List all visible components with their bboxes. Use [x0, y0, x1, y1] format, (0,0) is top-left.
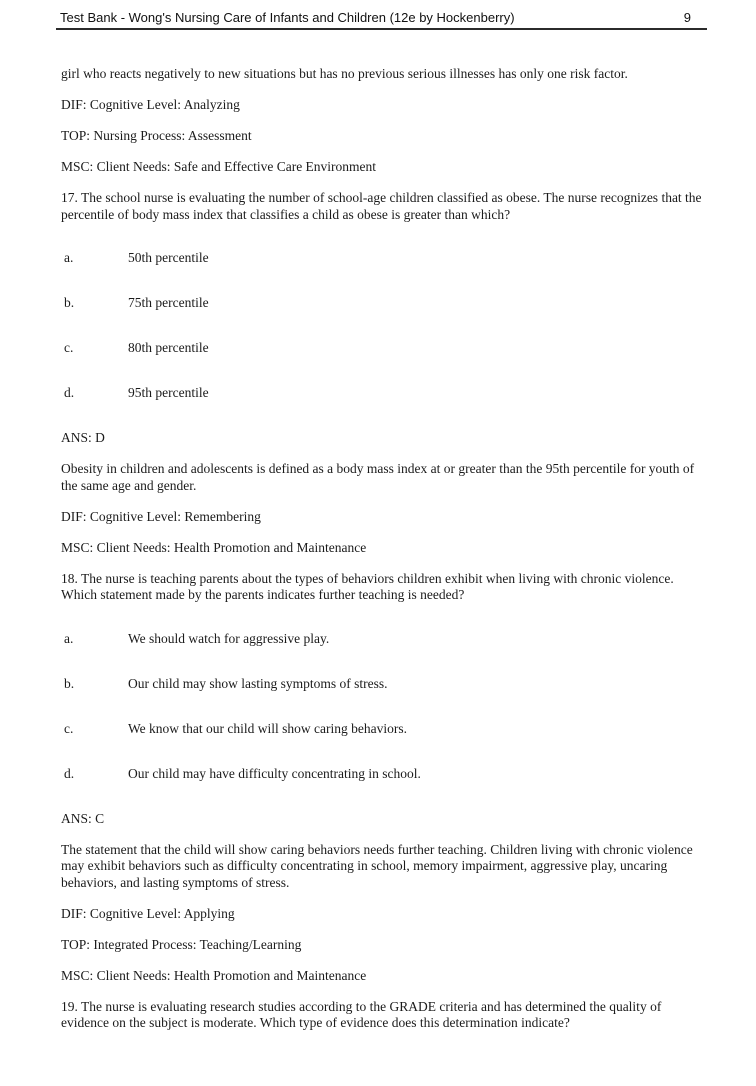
carryover-text: girl who reacts negatively to new situations but has no previous serious illnesses has only one risk factor. [61, 66, 628, 81]
page-header [56, 10, 707, 30]
option-letter: c. [64, 340, 74, 355]
question-17-answer: ANS: D [61, 430, 105, 445]
question-18-msc: MSC: Client Needs: Health Promotion and Maintenance [61, 967, 367, 983]
option-letter: d. [64, 385, 75, 400]
question-18-dif: DIF: Cognitive Level: Applying [61, 905, 235, 921]
question-18-top: TOP: Integrated Process: Teaching/Learning [61, 936, 302, 952]
question-18-option-c [61, 721, 706, 738]
header-page-number: 9 [683, 10, 691, 25]
option-text: Our child may show lasting symptoms of stress. [128, 675, 388, 691]
option-letter: b. [64, 675, 75, 691]
question-17-option-c [61, 340, 706, 357]
question-17-dif: DIF: Cognitive Level: Remembering [61, 508, 261, 524]
carryover-top: TOP: Nursing Process: Assessment [61, 128, 252, 143]
option-letter: a. [64, 250, 74, 265]
carryover-msc: MSC: Client Needs: Safe and Effective Care Environment [61, 159, 377, 174]
header-title: Test Bank - Wong's Nursing Care of Infants and Children (12e by Hockenberry) [60, 10, 515, 25]
carryover-dif: DIF: Cognitive Level: Analyzing [61, 97, 240, 112]
question-17-option-a [61, 250, 706, 267]
option-text: We should watch for aggressive play. [128, 630, 330, 646]
option-text: We know that our child will show caring behaviors. [128, 720, 407, 736]
question-18-option-a [61, 631, 706, 648]
option-text: 75th percentile [128, 295, 209, 310]
page-content [61, 66, 706, 1032]
option-text: Our child may have difficulty concentrating in school. [128, 765, 421, 781]
option-letter: c. [64, 720, 74, 736]
question-18-option-b [61, 676, 706, 693]
option-letter: a. [64, 630, 74, 646]
option-text: 95th percentile [128, 385, 209, 400]
question-19-stem: 19. The nurse is evaluating research studies according to the GRADE criteria and has determined the quality of evidence on the subject is moderate. Which type of evidence does this determination indicate? [61, 998, 662, 1030]
question-17-msc: MSC: Client Needs: Health Promotion and Maintenance [61, 539, 367, 555]
question-18-stem: 18. The nurse is teaching parents about the types of behaviors children exhibit when living with chronic violence. Which statement made by the parents indicates further teaching is needed? [61, 570, 674, 602]
question-18-option-d [61, 766, 706, 783]
question-17-option-b [61, 295, 706, 312]
option-text: 50th percentile [128, 250, 209, 265]
question-18-rationale: The statement that the child will show caring behaviors needs further teaching. Children living with chronic violence may exhibit behaviors such as difficulty concentrating in school, memory impairment, aggressive play, uncaring behaviors, and lasting symptoms of stress. [61, 841, 693, 890]
option-letter: b. [64, 295, 75, 310]
question-17-stem: 17. The school nurse is evaluating the number of school-age children classified as obese. The nurse recognizes that the percentile of body mass index that classifies a child as obese is greater than which? [61, 190, 702, 222]
option-letter: d. [64, 765, 75, 781]
option-text: 80th percentile [128, 340, 209, 355]
question-18-answer: ANS: C [61, 810, 105, 826]
question-17-rationale: Obesity in children and adolescents is defined as a body mass index at or greater than the 95th percentile for youth of the same age and gender. [61, 461, 695, 493]
question-17-option-d [61, 385, 706, 402]
